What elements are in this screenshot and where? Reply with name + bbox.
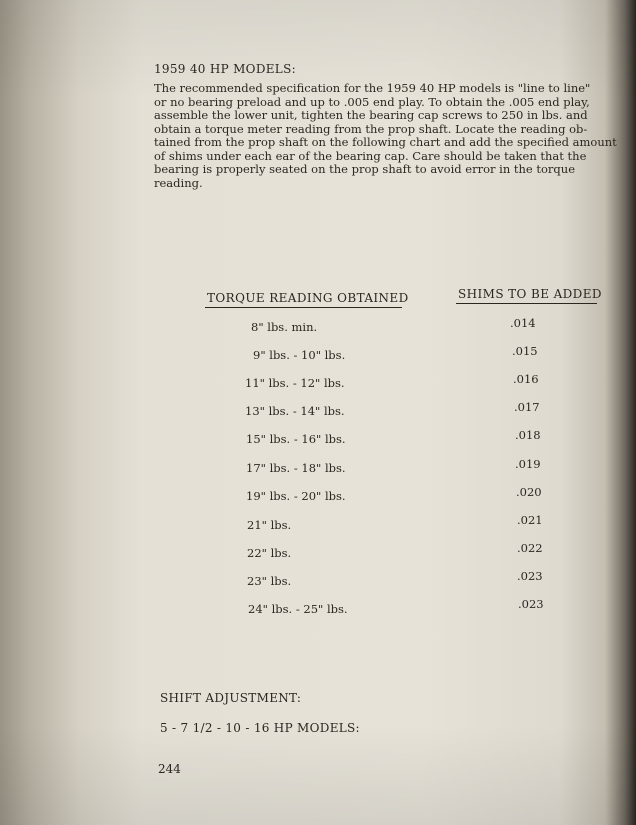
- shift-adjustment-heading: SHIFT ADJUSTMENT:: [160, 691, 302, 705]
- torque-reading-cell: 21" lbs.: [247, 518, 292, 532]
- torque-reading-cell: 22" lbs.: [247, 546, 292, 560]
- shim-value-cell: .018: [515, 428, 541, 442]
- torque-reading-cell: 8" lbs. min.: [251, 320, 318, 334]
- section-title: 1959 40 HP MODELS:: [154, 62, 296, 76]
- torque-reading-header: TORQUE READING OBTAINED: [207, 291, 409, 305]
- paragraph-line: tained from the prop shaft on the following chart and add the specified amount: [154, 135, 617, 149]
- paragraph-line: reading.: [154, 175, 203, 190]
- shim-value-cell: .021: [517, 513, 543, 527]
- shim-value-cell: .023: [517, 569, 543, 583]
- torque-reading-cell: 15" lbs. - 16" lbs.: [246, 432, 346, 446]
- models-heading: 5 - 7 1/2 - 10 - 16 HP MODELS:: [160, 721, 360, 735]
- shim-value-cell: .019: [515, 457, 541, 471]
- header-underline: [205, 307, 402, 308]
- header-underline: [456, 303, 597, 304]
- shim-value-cell: .023: [518, 597, 544, 611]
- shim-value-cell: .016: [513, 372, 539, 386]
- shim-value-cell: .020: [516, 485, 542, 499]
- torque-reading-cell: 19" lbs. - 20" lbs.: [246, 489, 346, 503]
- torque-reading-cell: 13" lbs. - 14" lbs.: [245, 404, 345, 418]
- shims-header: SHIMS TO BE ADDED: [458, 287, 602, 301]
- specification-paragraph: [154, 82, 624, 190]
- paragraph-line: bearing is properly seated on the prop shaft to avoid error in the torque: [154, 162, 576, 176]
- paragraph-line: obtain a torque meter reading from the prop shaft. Locate the reading ob-: [154, 121, 588, 136]
- torque-reading-cell: 23" lbs.: [247, 574, 292, 588]
- shim-value-cell: .015: [512, 344, 538, 358]
- paragraph-line: assemble the lower unit, tighten the bearing cap screws to 250 in lbs. and: [154, 108, 588, 122]
- shim-value-cell: .017: [514, 400, 540, 414]
- torque-reading-cell: 24" lbs. - 25" lbs.: [248, 602, 348, 616]
- paragraph-line: The recommended specification for the 1959 40 HP models is "line to line": [154, 81, 591, 95]
- shim-value-cell: .014: [510, 316, 536, 330]
- torque-reading-cell: 9" lbs. - 10" lbs.: [253, 348, 346, 362]
- paragraph-line: or no bearing preload and up to .005 end play. To obtain the .005 end play,: [154, 94, 590, 109]
- torque-reading-cell: 11" lbs. - 12" lbs.: [245, 376, 345, 390]
- torque-reading-cell: 17" lbs. - 18" lbs.: [246, 461, 346, 475]
- paragraph-line: of shims under each ear of the bearing cap. Care should be taken that the: [154, 148, 587, 163]
- shim-value-cell: .022: [517, 541, 543, 555]
- page-number: 244: [158, 762, 181, 776]
